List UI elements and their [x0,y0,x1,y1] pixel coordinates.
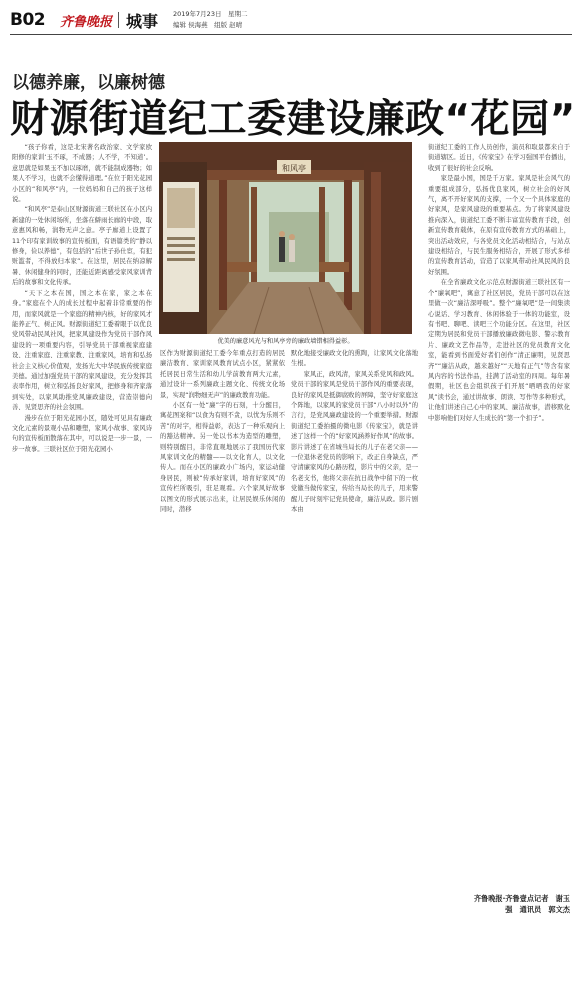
article-byline [428,893,570,915]
paragraph: “和风亭”是泰山区财源街道三联社区在小区内新建的一处休闲场所，坐落在僻雨长廊的中段，取意惠风和畅，润物无声之意。亭子廊道上设置了11个印有家训故事的宣传板面，有语篇类的“静以修身，俭以养德”，有包括的“后世子孙仕宦，有犯赃滥者，不得放归本家”。在这里，居民在纳凉解暑、休闲健身的同时，还能近距离感受家风家训背后的故事和文化传承。 [12,206,152,287]
paragraph: 在全省廉政文化示范点财源街道三联社区有一个“廉氧吧”，寓意了社区居民，党员干部可以在这里做一次“廉洁深呼吸”。整个“廉氧吧”是一间集读心说话、学习教育、休闲体验于一体的功能室，设有书吧、聊吧、读吧三个功能分区。在这里，社区定期为居民和党员干部播放廉政微电影、警示教育片、廉政文艺作品等，走进社区的党员教育文化室，能看到书面爱好者们创作“清正廉明，见贤思齐”“廉洁从政，越来越好”“天地有正气”等含有家风内容的书法作品，挂满了活动室的四周。每年暑假期，社区也会组织孩子们开展“晒晒我的好家风”读书会，通过讲故事、朗读、写作等多种形式，让他们讲述自己心中的家风、廉洁故事，潜移默化中影响他们对好人生成长的“第一个扣子”。 [428,279,570,422]
issue-date: 2019年7月23日 星期二 [173,10,248,18]
paragraph: 家风正，政风清，家风关系党风和政风。党员干部的家风是党员干部作风的重要表现，良好的家风是抵御腐败的屏障，坚守好家庭这个阵地，以家风的家党员干部“八小时以外”的言行，是党风廉政建设的一个重要举措。财源街道纪工委拍摄的微电影《传家宝》，就是讲述了这样一个的“好家风涵养好作风”的故事。影片讲述了在省城当局长的儿子在老父亲——一位退休老党员的影响下，改正自身缺点，严守清廉家风的心路历程，影片中的父亲，是一名老支书，他将父亲在抗日战争中留下的一枚党徽当做传家宝，传给当局长的儿子，用来警醒儿子时刻牢记党员使命，廉洁从政。影片剧本由 [291,370,418,514]
paragraph: 区作为财源街道纪工委今年重点打造的居民廉洁教育、家训家风教育试点小区，紧紧依托居民日常生活和幼儿学前教育两大元素，通过设计一系列廉政主题文化、传统文化场景，实现“润物细无声”的廉政教育功能。 [160,350,285,399]
page-header [10,8,570,34]
photo-caption: 优美的廉意风光与和风亭旁的廉政墙错相得益彰。 [217,338,354,345]
byline-line-2: 强 通讯员 郭文杰 [505,905,570,914]
paragraph: 默化地接受廉政文化的熏陶，让家风文化落地生根。 [291,350,418,368]
header-rule [10,34,572,35]
paragraph: “孩子你看，这是北宋著名政治家、文学家欧阳修的家训‘玉不琢，不成器；人不学，不知道’。意思就是如果玉不加以琢磨，就不能制成器物；如果人不学习，也就不会懂得道理。”在位于阳光花园小区的“和风亭”内，一位妈妈和自己的孩子这样说。 [12,144,152,204]
paragraph: “天下之本在国，国之本在家，家之本在身。”家庭在个人的成长过程中起着非常重要的作用，而家风就是一个家庭的精神内核，好的家风才能养正气、树正风。财源街道纪工委着眼于以优良党风带动民风社风，把家风建设作为党员干部作风建设的一项重要内容，引导党员干部重视家庭建设、注重家庭、注重家教、注重家风，培育和弘扬社会主义核心价值观，发扬光大中华民族传统家庭美德。通过加强党员干部的家风建设，充分发挥其表率作用，树立和弘扬良好家风，把修身和齐家落到实处，以家风助推党风廉政建设，营造崇德向善、见贤思齐的社会氛围。 [12,289,152,412]
paragraph: 小区有一处“廉”字的石刻，十分醒目，寓花图案和“以食为有则不贪，以忧为乐则不苦”的对字，相得益彰，表达了一种乐观向上的豁达精神。另一处以书本为造型的雕塑，则特别醒目，非常直观地展示了我国历代家风家训文化的精髓——以文化育人，以文化传人。而在小区的廉政小广场内，家运动健身居民，则被“传承好家训，培育好家风”的宣传栏所吸引，驻足观看。六个家风好故事以图文的形式展示出来，让居民娱乐休闲的同时，潜移 [160,402,285,514]
editor-credits: 编辑 侯海燕 组版 赵晴 [173,21,243,29]
article-column-4 [428,143,570,888]
paragraph: 家是最小国，国是千万家。家风是社会风气的重要组成部分，弘扬优良家风，树立社会的好风气，离不开好家风的支撑，一个又一个具体家庭的好家风，是家风建设的重要基点。为了将家风建设推向深入，街道纪工委不断丰富宣传教育手段，创新宣传教育载体，在原有宣传教育方式的基础上，突出活动效应，与各党员文化活动相结合，与站点建设相结合，与民生服务相结合，开展了形式多样的宣传教育活动，营造了以家风带动社风民风的良好氛围。 [428,175,570,276]
article-kicker: 以德养廉，以廉树德 [12,73,165,93]
section-title: 城事 [126,12,159,31]
paragraph: 街道纪工委的工作人员创作，演员和取景都来自于街道辖区。近日，《传家宝》在学习强国平台播出，收到了很好的社会反响。 [428,144,570,172]
article-column-2 [160,349,285,589]
article-headline: 财源街道纪工委建设廉政“花园” [10,97,576,142]
pavilion-sign-text: 和风亭 [282,164,306,173]
page-number: B02 [10,10,46,30]
pavilion-photo-illustration [159,142,412,334]
article-photo [159,142,412,334]
paragraph: 漫步在位于阳光花园小区，随处可见具有廉政文化元素的景观小品和雕塑，家风小故事、家风诗句的宣传板面散落在其中，可以说是一步一景，一步一故事。三联社区位于阳光花园小 [12,414,152,453]
header-divider [118,12,119,28]
article-column-1 [12,143,152,903]
article-column-3 [291,349,418,589]
newspaper-logo: 齐鲁晚报 [60,15,113,30]
byline-line-1: 齐鲁晚报·齐鲁壹点记者 谢玉 [473,894,570,903]
